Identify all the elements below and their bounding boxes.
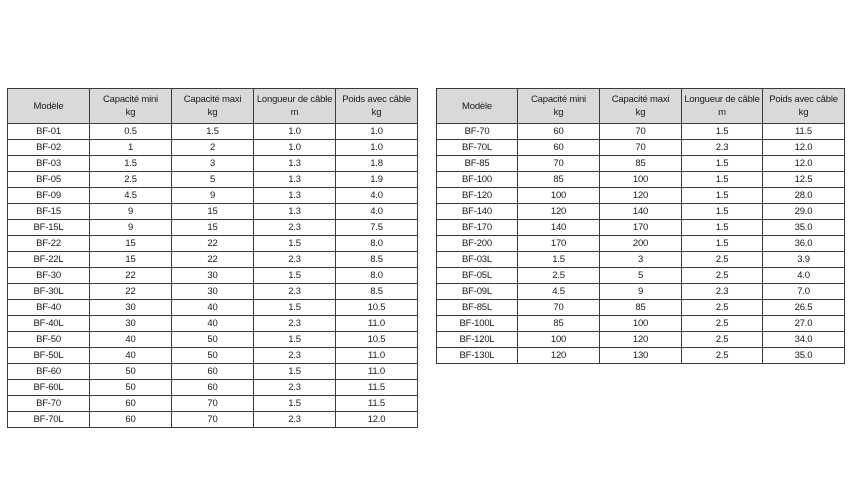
cell-model: BF-40: [8, 300, 90, 316]
cell-max-capacity: 1.5: [172, 124, 254, 140]
cell-cable-length: 1.3: [254, 172, 336, 188]
table-row: [437, 188, 845, 204]
cell-cable-length: 1.5: [682, 236, 763, 252]
cell-min-capacity: 85: [518, 316, 600, 332]
cell-model: BF-03L: [437, 252, 518, 268]
table-row: [8, 268, 418, 284]
cell-min-capacity: 0.5: [90, 124, 172, 140]
table-row: [437, 316, 845, 332]
cell-weight: 1.0: [336, 140, 418, 156]
table-row: [8, 124, 418, 140]
table-row: [8, 140, 418, 156]
cell-max-capacity: 60: [172, 380, 254, 396]
table-row: [437, 236, 845, 252]
cell-max-capacity: 5: [600, 268, 682, 284]
header-min-capacity: Capacité mini kg: [518, 89, 600, 124]
cell-min-capacity: 2.5: [518, 268, 600, 284]
cell-weight: 35.0: [763, 348, 845, 364]
cell-cable-length: 2.3: [682, 140, 763, 156]
cell-weight: 36.0: [763, 236, 845, 252]
cell-cable-length: 1.5: [682, 156, 763, 172]
cell-weight: 28.0: [763, 188, 845, 204]
cell-model: BF-100: [437, 172, 518, 188]
table-row: [437, 172, 845, 188]
cell-max-capacity: 40: [172, 300, 254, 316]
cell-min-capacity: 85: [518, 172, 600, 188]
cell-cable-length: 1.5: [682, 124, 763, 140]
cell-cable-length: 2.3: [682, 284, 763, 300]
cell-cable-length: 1.3: [254, 156, 336, 172]
cell-cable-length: 1.5: [682, 220, 763, 236]
table-row: [8, 364, 418, 380]
cell-cable-length: 1.3: [254, 204, 336, 220]
table-row: [8, 172, 418, 188]
cell-model: BF-170: [437, 220, 518, 236]
cell-weight: 11.5: [336, 380, 418, 396]
cell-cable-length: 1.3: [254, 188, 336, 204]
cell-min-capacity: 100: [518, 188, 600, 204]
cell-max-capacity: 120: [600, 188, 682, 204]
cell-model: BF-50L: [8, 348, 90, 364]
table-row: [8, 188, 418, 204]
cell-max-capacity: 130: [600, 348, 682, 364]
cell-max-capacity: 120: [600, 332, 682, 348]
cell-min-capacity: 4.5: [518, 284, 600, 300]
table-row: [437, 204, 845, 220]
cell-weight: 27.0: [763, 316, 845, 332]
cell-weight: 11.5: [763, 124, 845, 140]
cell-cable-length: 1.5: [254, 364, 336, 380]
cell-model: BF-05L: [437, 268, 518, 284]
cell-min-capacity: 22: [90, 268, 172, 284]
cell-model: BF-09L: [437, 284, 518, 300]
cell-weight: 35.0: [763, 220, 845, 236]
table-row: [8, 204, 418, 220]
cell-weight: 8.0: [336, 268, 418, 284]
specs-table-left-body: [8, 124, 418, 428]
cell-model: BF-70L: [8, 412, 90, 428]
table-row: [437, 348, 845, 364]
cell-max-capacity: 30: [172, 268, 254, 284]
cell-max-capacity: 3: [172, 156, 254, 172]
table-row: [437, 140, 845, 156]
cell-cable-length: 1.0: [254, 124, 336, 140]
cell-cable-length: 1.5: [682, 204, 763, 220]
table-row: [437, 284, 845, 300]
cell-min-capacity: 1: [90, 140, 172, 156]
cell-min-capacity: 60: [90, 412, 172, 428]
cell-model: BF-30L: [8, 284, 90, 300]
cell-max-capacity: 3: [600, 252, 682, 268]
header-cable-length: Longueur de câble m: [682, 89, 763, 124]
cell-model: BF-15L: [8, 220, 90, 236]
table-row: [8, 156, 418, 172]
cell-max-capacity: 70: [172, 396, 254, 412]
cell-weight: 8.5: [336, 252, 418, 268]
cell-max-capacity: 30: [172, 284, 254, 300]
cell-cable-length: 1.5: [254, 236, 336, 252]
cell-max-capacity: 22: [172, 236, 254, 252]
cell-max-capacity: 50: [172, 348, 254, 364]
cell-cable-length: 2.3: [254, 348, 336, 364]
table-row: [437, 332, 845, 348]
cell-min-capacity: 4.5: [90, 188, 172, 204]
cell-max-capacity: 85: [600, 300, 682, 316]
cell-min-capacity: 120: [518, 204, 600, 220]
cell-max-capacity: 5: [172, 172, 254, 188]
specs-table-right-body: [437, 124, 845, 364]
specs-table-left: [7, 88, 418, 428]
cell-max-capacity: 85: [600, 156, 682, 172]
table-row: [437, 252, 845, 268]
cell-model: BF-70: [8, 396, 90, 412]
cell-weight: 34.0: [763, 332, 845, 348]
cell-weight: 11.0: [336, 364, 418, 380]
cell-model: BF-60L: [8, 380, 90, 396]
table-row: [8, 316, 418, 332]
cell-min-capacity: 30: [90, 316, 172, 332]
cell-weight: 12.0: [763, 156, 845, 172]
cell-min-capacity: 9: [90, 204, 172, 220]
cell-model: BF-130L: [437, 348, 518, 364]
table-row: [8, 332, 418, 348]
cell-cable-length: 1.5: [682, 188, 763, 204]
cell-model: BF-120L: [437, 332, 518, 348]
table-row: [8, 236, 418, 252]
header-model: Modèle: [437, 89, 518, 124]
cell-max-capacity: 200: [600, 236, 682, 252]
table-row: [437, 156, 845, 172]
cell-max-capacity: 9: [172, 188, 254, 204]
cell-model: BF-02: [8, 140, 90, 156]
table-row: [8, 412, 418, 428]
header-weight-with-cable: Poids avec câble kg: [763, 89, 845, 124]
cell-max-capacity: 50: [172, 332, 254, 348]
cell-weight: 7.5: [336, 220, 418, 236]
cell-cable-length: 2.3: [254, 412, 336, 428]
cell-weight: 10.5: [336, 332, 418, 348]
cell-min-capacity: 40: [90, 348, 172, 364]
cell-weight: 4.0: [336, 188, 418, 204]
cell-max-capacity: 70: [600, 140, 682, 156]
cell-model: BF-50: [8, 332, 90, 348]
cell-min-capacity: 100: [518, 332, 600, 348]
table-row: [437, 124, 845, 140]
cell-cable-length: 2.5: [682, 348, 763, 364]
cell-max-capacity: 170: [600, 220, 682, 236]
cell-weight: 7.0: [763, 284, 845, 300]
table-row: [8, 284, 418, 300]
cell-model: BF-01: [8, 124, 90, 140]
cell-weight: 12.0: [336, 412, 418, 428]
cell-weight: 11.5: [336, 396, 418, 412]
header-max-capacity: Capacité maxi kg: [172, 89, 254, 124]
cell-min-capacity: 15: [90, 252, 172, 268]
cell-cable-length: 1.5: [254, 268, 336, 284]
cell-cable-length: 1.5: [682, 172, 763, 188]
cell-cable-length: 2.5: [682, 300, 763, 316]
cell-model: BF-05: [8, 172, 90, 188]
cell-weight: 12.5: [763, 172, 845, 188]
cell-max-capacity: 15: [172, 220, 254, 236]
header-min-capacity: Capacité mini kg: [90, 89, 172, 124]
cell-cable-length: 2.5: [682, 252, 763, 268]
cell-model: BF-120: [437, 188, 518, 204]
cell-cable-length: 1.5: [254, 396, 336, 412]
table-row: [8, 348, 418, 364]
table-row: [8, 220, 418, 236]
table-row: [437, 220, 845, 236]
header-row: [437, 89, 845, 124]
header-max-capacity: Capacité maxi kg: [600, 89, 682, 124]
cell-min-capacity: 22: [90, 284, 172, 300]
cell-weight: 11.0: [336, 316, 418, 332]
cell-cable-length: 2.3: [254, 252, 336, 268]
cell-weight: 11.0: [336, 348, 418, 364]
cell-weight: 4.0: [336, 204, 418, 220]
cell-max-capacity: 60: [172, 364, 254, 380]
cell-min-capacity: 30: [90, 300, 172, 316]
cell-model: BF-22L: [8, 252, 90, 268]
cell-min-capacity: 170: [518, 236, 600, 252]
cell-cable-length: 2.3: [254, 220, 336, 236]
specs-table-left-header: [8, 89, 418, 124]
cell-min-capacity: 2.5: [90, 172, 172, 188]
header-cable-length: Longueur de câble m: [254, 89, 336, 124]
cell-cable-length: 2.3: [254, 284, 336, 300]
header-model: Modèle: [8, 89, 90, 124]
header-weight-with-cable: Poids avec câble kg: [336, 89, 418, 124]
cell-max-capacity: 100: [600, 172, 682, 188]
cell-weight: 1.0: [336, 124, 418, 140]
table-row: [8, 300, 418, 316]
cell-min-capacity: 40: [90, 332, 172, 348]
header-row: [8, 89, 418, 124]
cell-model: BF-09: [8, 188, 90, 204]
cell-model: BF-70: [437, 124, 518, 140]
table-row: [437, 268, 845, 284]
cell-cable-length: 2.3: [254, 316, 336, 332]
cell-min-capacity: 140: [518, 220, 600, 236]
cell-model: BF-22: [8, 236, 90, 252]
cell-weight: 8.5: [336, 284, 418, 300]
table-row: [8, 380, 418, 396]
cell-min-capacity: 1.5: [90, 156, 172, 172]
cell-model: BF-03: [8, 156, 90, 172]
cell-cable-length: 2.5: [682, 316, 763, 332]
cell-weight: 8.0: [336, 236, 418, 252]
cell-weight: 10.5: [336, 300, 418, 316]
cell-cable-length: 2.3: [254, 380, 336, 396]
cell-min-capacity: 60: [518, 140, 600, 156]
cell-model: BF-30: [8, 268, 90, 284]
cell-model: BF-85L: [437, 300, 518, 316]
cell-model: BF-85: [437, 156, 518, 172]
cell-weight: 3.9: [763, 252, 845, 268]
cell-cable-length: 2.5: [682, 268, 763, 284]
cell-min-capacity: 120: [518, 348, 600, 364]
cell-weight: 29.0: [763, 204, 845, 220]
cell-model: BF-200: [437, 236, 518, 252]
cell-model: BF-40L: [8, 316, 90, 332]
cell-model: BF-15: [8, 204, 90, 220]
cell-max-capacity: 2: [172, 140, 254, 156]
table-row: [8, 396, 418, 412]
specs-table-right-header: [437, 89, 845, 124]
cell-max-capacity: 9: [600, 284, 682, 300]
cell-min-capacity: 50: [90, 364, 172, 380]
cell-min-capacity: 1.5: [518, 252, 600, 268]
cell-max-capacity: 22: [172, 252, 254, 268]
cell-min-capacity: 70: [518, 300, 600, 316]
table-row: [437, 300, 845, 316]
cell-model: BF-140: [437, 204, 518, 220]
cell-max-capacity: 100: [600, 316, 682, 332]
cell-cable-length: 1.5: [254, 332, 336, 348]
cell-min-capacity: 60: [518, 124, 600, 140]
cell-weight: 26.5: [763, 300, 845, 316]
cell-max-capacity: 140: [600, 204, 682, 220]
cell-cable-length: 1.0: [254, 140, 336, 156]
cell-model: BF-70L: [437, 140, 518, 156]
cell-min-capacity: 70: [518, 156, 600, 172]
cell-weight: 12.0: [763, 140, 845, 156]
cell-min-capacity: 50: [90, 380, 172, 396]
table-row: [8, 252, 418, 268]
cell-cable-length: 1.5: [254, 300, 336, 316]
cell-max-capacity: 70: [172, 412, 254, 428]
cell-min-capacity: 60: [90, 396, 172, 412]
cell-max-capacity: 70: [600, 124, 682, 140]
cell-weight: 4.0: [763, 268, 845, 284]
cell-max-capacity: 15: [172, 204, 254, 220]
cell-model: BF-100L: [437, 316, 518, 332]
cell-weight: 1.8: [336, 156, 418, 172]
specs-table-right: [436, 88, 845, 364]
cell-cable-length: 2.5: [682, 332, 763, 348]
cell-max-capacity: 40: [172, 316, 254, 332]
cell-min-capacity: 9: [90, 220, 172, 236]
cell-model: BF-60: [8, 364, 90, 380]
cell-min-capacity: 15: [90, 236, 172, 252]
cell-weight: 1.9: [336, 172, 418, 188]
